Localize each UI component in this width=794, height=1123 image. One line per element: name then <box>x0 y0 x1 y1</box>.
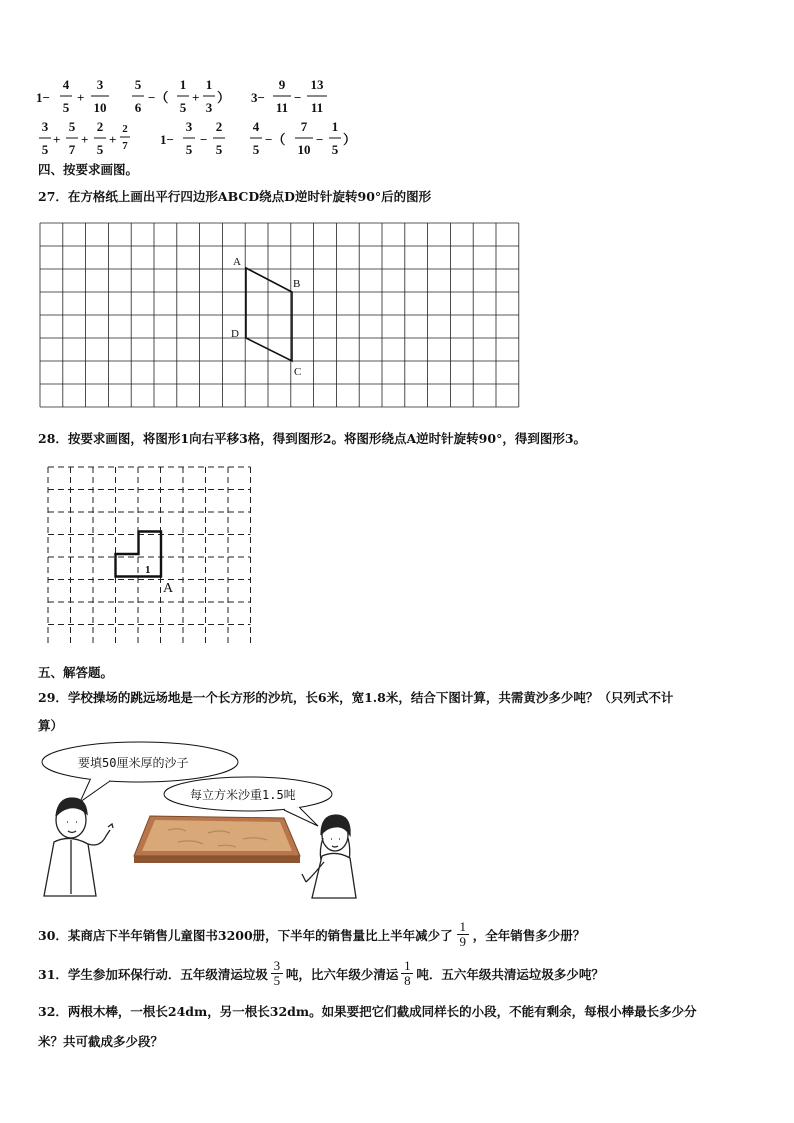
q28-dashed-grid <box>48 467 251 646</box>
r1e3-op: − <box>294 90 302 105</box>
r2e1-op1: + <box>53 132 61 147</box>
r2e1-b-den: 7 <box>68 142 76 157</box>
r2e1-a-num: 3 <box>41 119 49 134</box>
r2e1-a-den: 5 <box>41 142 49 157</box>
r1e3-b-den: 11 <box>310 100 324 115</box>
r2e2-a-den: 5 <box>185 142 193 157</box>
bubble-girl-text: 每立方米沙重1.5吨 <box>190 788 296 802</box>
r1e2-b-den: 5 <box>179 100 187 115</box>
q31-text-pre: 31．学生参加环保行动．五年级清运垃圾 <box>38 966 268 982</box>
r1e2-op2: + <box>192 90 200 105</box>
r2e1-op2: + <box>81 132 89 147</box>
r2e2-op: − <box>200 132 208 147</box>
q31-fraction-1-num: 3 <box>273 958 281 973</box>
r2e2-lead: 1− <box>160 132 174 147</box>
girl-illustration <box>302 815 356 898</box>
r2e2-b-den: 5 <box>215 142 223 157</box>
r2e3-close: ） <box>343 132 357 147</box>
q29-illustration <box>38 738 368 900</box>
r1e2-c-num: 1 <box>205 77 213 92</box>
r1e2-a-num: 5 <box>134 77 142 92</box>
r1e3-b-num: 13 <box>310 77 324 92</box>
r2e1-b-num: 5 <box>68 119 76 134</box>
r2e3-c-den: 5 <box>331 142 339 157</box>
q28-grid-figure <box>44 464 252 646</box>
section-4-heading: 四、按要求画图。 <box>38 162 139 177</box>
question-32-line1: 32．两根木棒，一根长24dm，另一根长32dm。如果要把它们截成同样长的小段，不能有剩余，每根小棒最长多少分 <box>38 1004 697 1019</box>
r2e3-c-num: 1 <box>331 119 339 134</box>
r1e1-a-den: 5 <box>62 100 70 115</box>
r1e2-c-den: 3 <box>205 100 213 115</box>
r1e1-op: + <box>77 90 85 105</box>
question-30 <box>38 920 585 949</box>
r2e3-b-den: 10 <box>297 142 311 157</box>
sandpit-image <box>134 816 300 863</box>
q30-text-pre: 30．某商店下半年销售儿童图书3200册，下半年的销售量比上半年减少了 <box>38 927 453 943</box>
r1e2-b-num: 1 <box>179 77 187 92</box>
r1e2-op1: −（ <box>148 90 169 105</box>
label-a: A <box>233 256 241 268</box>
r2e1-c-den: 5 <box>96 142 104 157</box>
r2e3-b-num: 7 <box>300 119 308 134</box>
q31-fraction-2 <box>401 959 413 988</box>
label-c: C <box>294 366 302 378</box>
r1e1-b-num: 3 <box>96 77 104 92</box>
r2e2-a-num: 3 <box>185 119 193 134</box>
calculation-exercises <box>0 0 794 165</box>
shape-1-label: 1 <box>145 564 151 576</box>
q30-fraction-den: 9 <box>459 934 466 949</box>
q31-fraction-1 <box>271 959 283 988</box>
r1e1-b-den: 10 <box>93 100 107 115</box>
parallelogram-abcd <box>246 268 292 361</box>
q30-text-post: ，全年销售多少册？ <box>472 927 586 943</box>
question-28-text: 28．按要求画图，将图形1向右平移3格，得到图形2。将图形绕点A逆时针旋转90°，得到图形3。 <box>38 431 587 446</box>
r2e2-b-num: 2 <box>215 119 223 134</box>
question-27-text: 27．在方格纸上画出平行四边形ABCD绕点D逆时针旋转90°后的图形 <box>38 189 432 204</box>
question-32-line2: 米？共可截成多少段？ <box>38 1034 164 1049</box>
label-b: B <box>293 278 301 290</box>
q31-fraction-2-den: 8 <box>404 973 411 988</box>
r1e2-close: ） <box>217 90 231 105</box>
r2e3-a-den: 5 <box>252 142 260 157</box>
r2e1-d-num: 2 <box>122 123 128 135</box>
q30-fraction-num: 1 <box>459 919 466 934</box>
r1e3-lead: 3− <box>251 90 265 105</box>
question-29-line2: 算） <box>38 718 64 733</box>
boy-illustration <box>44 798 113 896</box>
label-d: D <box>231 328 239 340</box>
r2e3-op2: − <box>316 132 324 147</box>
q30-fraction <box>457 920 469 949</box>
r2e3-op1: −（ <box>265 132 286 147</box>
q27-square-grid <box>40 223 519 407</box>
question-31 <box>38 959 604 988</box>
r2e3-a-num: 4 <box>252 119 260 134</box>
r1e3-a-num: 9 <box>278 77 286 92</box>
r1e2-a-den: 6 <box>134 100 142 115</box>
r1e3-a-den: 11 <box>275 100 289 115</box>
r2e1-d-den: 7 <box>122 140 128 152</box>
section-5-heading: 五、解答题。 <box>38 665 114 680</box>
q27-grid-figure <box>38 221 522 411</box>
r2e1-c-num: 2 <box>96 119 104 134</box>
q31-fraction-2-num: 1 <box>404 958 411 973</box>
q31-fraction-1-den: 5 <box>273 973 281 988</box>
question-29-line1: 29．学校操场的跳远场地是一个长方形的沙坑，长6米，宽1.8米，结合下图计算，共需黄沙多少吨？（只列式不计 <box>38 690 674 705</box>
q31-text-mid: 吨，比六年级少清运 <box>285 966 399 982</box>
bubble-boy-text: 要填50厘米厚的沙子 <box>78 756 189 770</box>
r2e1-op3: + <box>109 132 117 147</box>
r1e1-a-num: 4 <box>62 77 70 92</box>
q31-text-post: 吨．五六年级共清运垃圾多少吨？ <box>416 966 604 982</box>
r1e1-lead: 1− <box>36 90 50 105</box>
point-a-label: A <box>163 581 174 596</box>
